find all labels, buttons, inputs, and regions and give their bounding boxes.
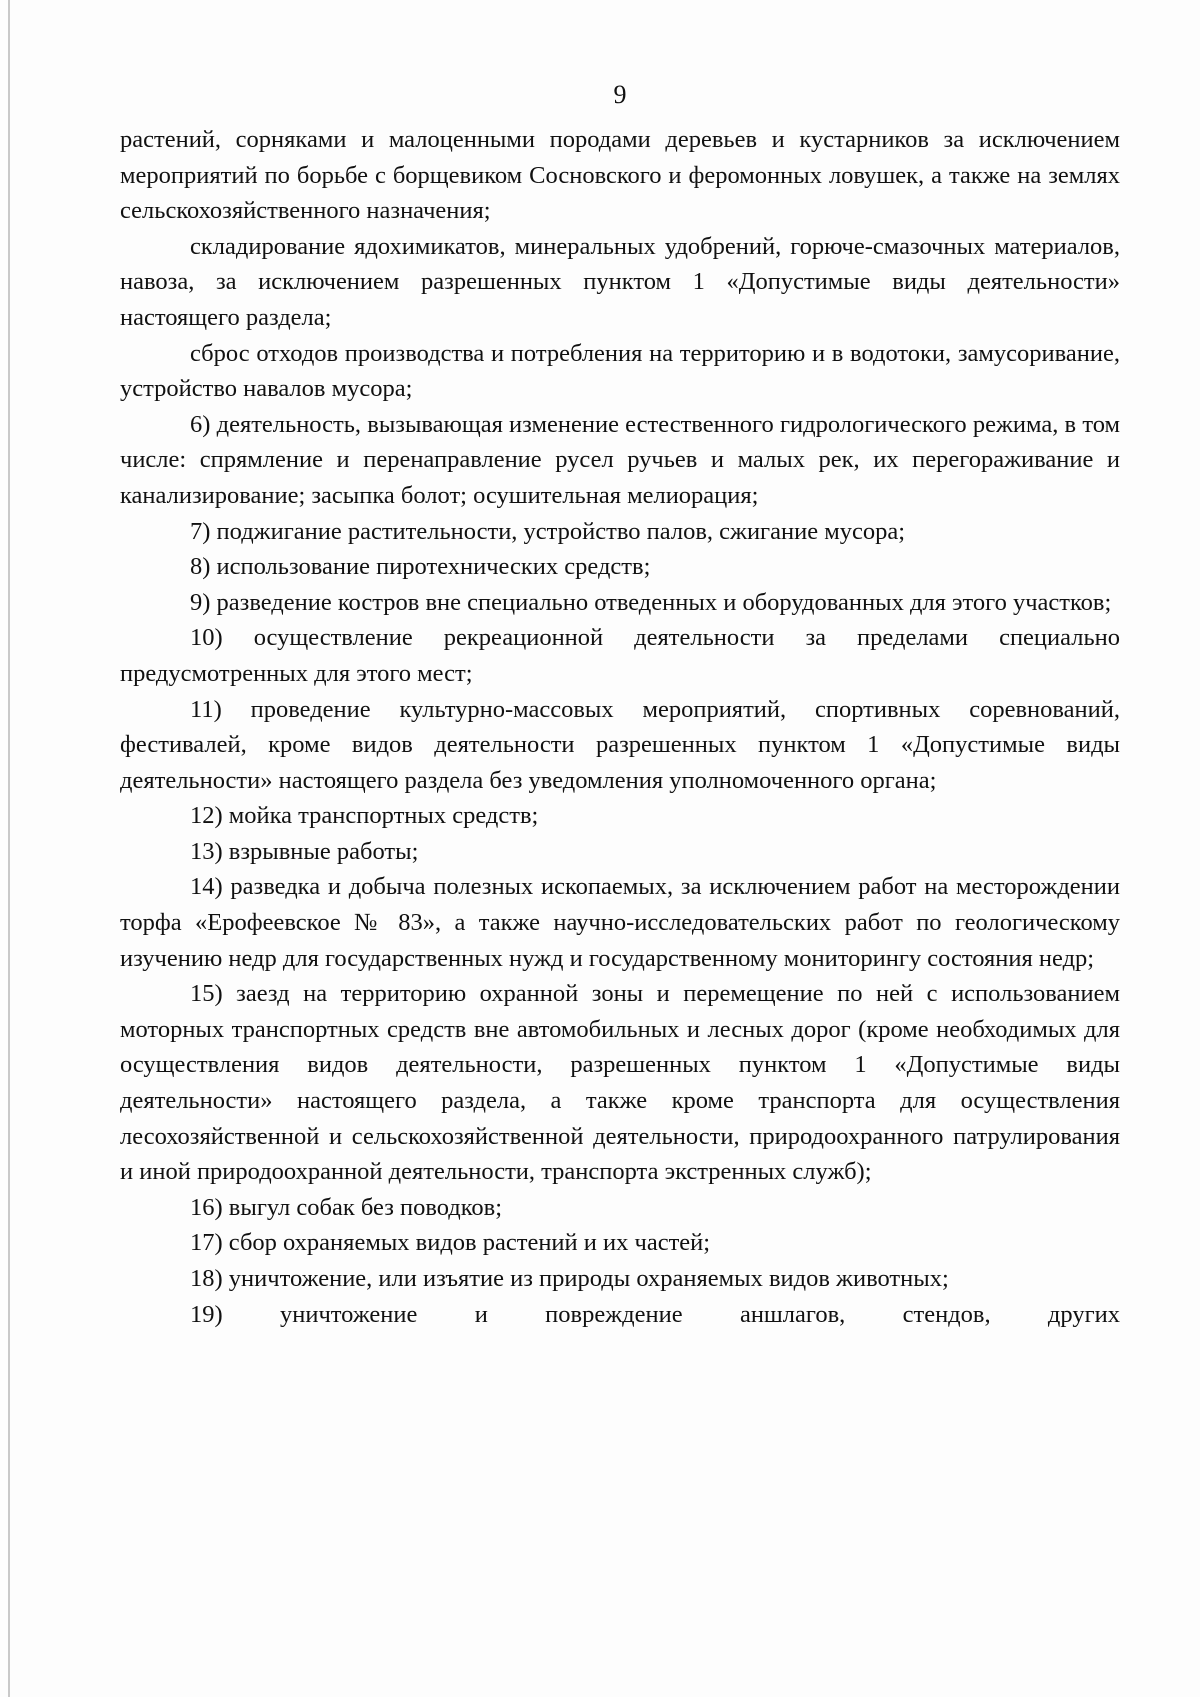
list-item-17: 17) сбор охраняемых видов растений и их частей; [190,1229,711,1257]
list-item-19: 19) уничтожение и повреждение аншлагов, стендов, других [190,1300,1120,1328]
list-item-9: 9) разведение костров вне специально отведенных и оборудованных для этого участков; [190,588,1112,616]
paragraph-waste-dumping: сброс отходов производства и потребления на территорию и в водотоки, замусоривание, устройство навалов мусора; [120,339,1120,403]
list-item-6: 6) деятельность, вызывающая изменение естественного гидрологического режима, в том числе: спрямление и перенаправление русел ручьев и малых рек, их перегораживание и канализирование; засыпка болот; осушительная мелиорация; [120,410,1120,509]
list-item-10: 10) осуществление рекреационной деятельности за пределами специально предусмотренных для этого мест; [120,624,1120,687]
paragraph-storage-ban: складирование ядохимикатов, минеральных удобрений, горюче-смазочных материалов, навоза, за исключением разрешенных пунктом 1 «Допустимые виды деятельности» настоящего раздела; [120,232,1120,331]
list-item-11: 11) проведение культурно-массовых мероприятий, спортивных соревнований, фестивалей, кроме видов деятельности разрешенных пунктом 1 «Допустимые виды деятельности» настоящего раздела без уведомления уполномоченного органа; [120,695,1120,794]
list-item-8: 8) использование пиротехнических средств; [190,553,651,581]
list-item-13: 13) взрывные работы; [190,837,419,865]
list-item-7: 7) поджигание растительности, устройство палов, сжигание мусора; [190,517,906,545]
list-item-12: 12) мойка транспортных средств; [190,802,539,830]
list-item-18: 18) уничтожение, или изъятие из природы охраняемых видов животных; [190,1265,949,1292]
list-item-14: 14) разведка и добыча полезных ископаемых, за исключением работ на месторождении торфа «Ерофеевское № 83», а также научно-исследовательских работ по геологическому изучению недр для государственных нужд и государственному мониторингу состояния недр; [120,873,1120,972]
list-item-16: 16) выгул собак без поводков; [190,1193,503,1221]
page-number: 9 [613,80,627,109]
document-body [120,122,1120,1332]
page-scan-edge [8,0,10,1697]
list-item-15: 15) заезд на территорию охранной зоны и перемещение по ней с использованием моторных транспортных средств вне автомобильных и лесных дорог (кроме необходимых для осуществления видов деятельности, разрешенных пунктом 1 «Допустимые виды деятельности» настоящего раздела, а также кроме транспорта для осуществления лесохозяйственной и сельскохозяйственной деятельности, природоохранного патрулирования и иной природоохранной деятельности, транспорта экстренных служб); [120,980,1120,1186]
paragraph-continuation: растений, сорняками и малоценными породами деревьев и кустарников за исключением мероприятий по борьбе с борщевиком Сосновского и феромонных ловушек, а также на землях сельскохозяйственного назначения; [120,126,1120,225]
